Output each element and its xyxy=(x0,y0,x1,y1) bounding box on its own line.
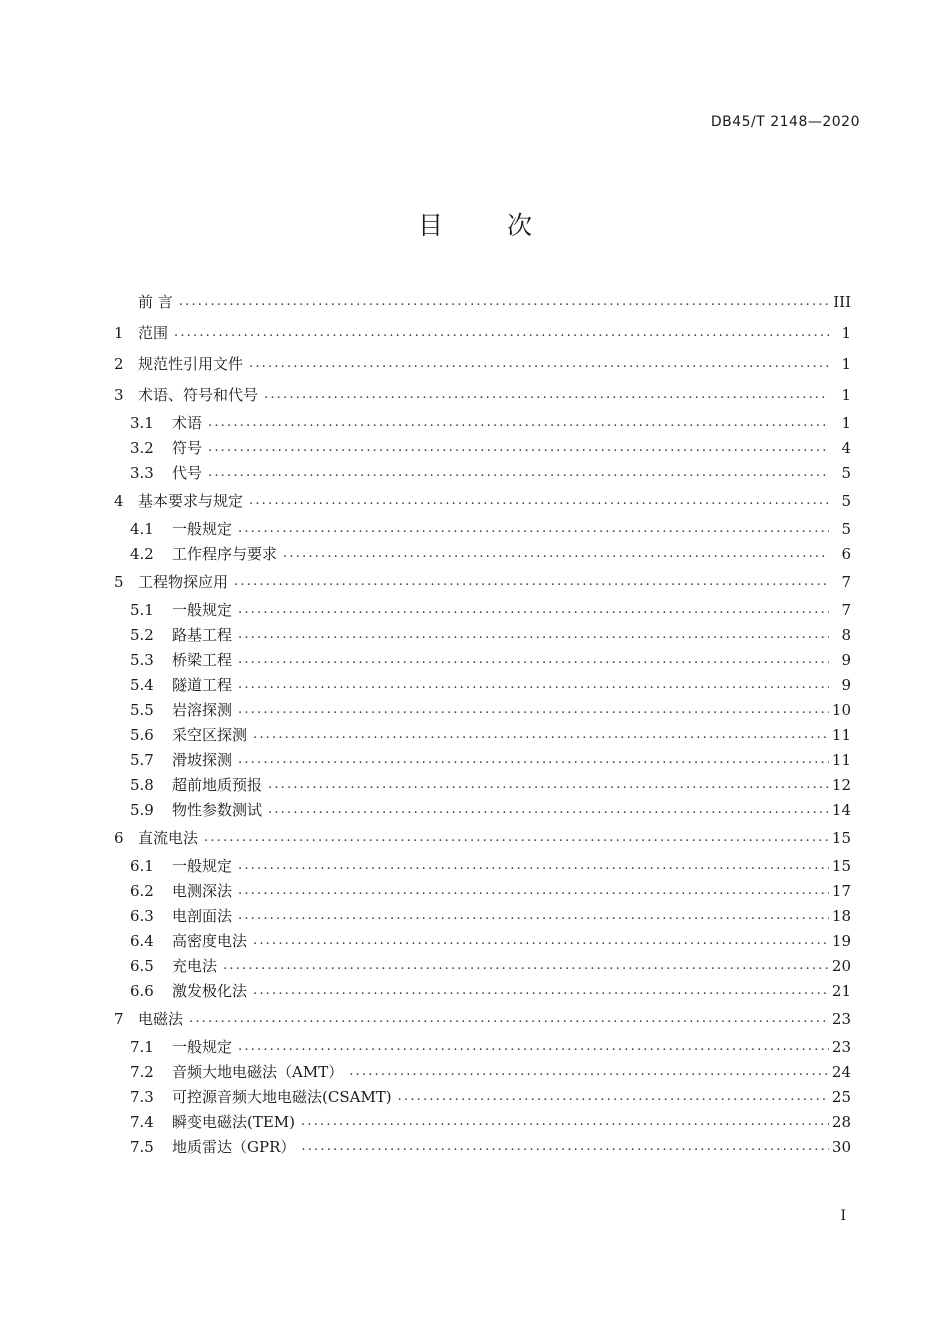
toc-entry-page: 28 xyxy=(831,1112,851,1131)
toc-entry[interactable] xyxy=(114,747,851,772)
toc-entry-number: 6.4 xyxy=(130,931,154,950)
toc-entry-page: 1 xyxy=(841,323,851,342)
toc-entry[interactable] xyxy=(114,348,851,379)
toc-entry-number: 3.3 xyxy=(130,463,154,482)
toc-entry-label: 激发极化法 xyxy=(172,982,248,1000)
toc-entry-label: 一般规定 xyxy=(172,601,233,619)
toc-leader-dots xyxy=(301,1114,829,1129)
toc-entry-label: 一般规定 xyxy=(172,857,233,875)
toc-entry-page: 11 xyxy=(831,725,851,744)
toc-entry-page: 25 xyxy=(831,1087,851,1106)
toc-entry-number: 5.5 xyxy=(130,700,154,719)
toc-entry[interactable] xyxy=(114,1003,851,1034)
toc-entry-page: 7 xyxy=(841,600,851,619)
page-number: I xyxy=(840,1208,846,1224)
toc-entry-page: 15 xyxy=(831,828,851,847)
toc-leader-dots xyxy=(349,1064,829,1079)
toc-entry-number: 6.3 xyxy=(130,906,154,925)
toc-entry-label: 瞬变电磁法(TEM) xyxy=(172,1113,296,1131)
toc-entry-page: 17 xyxy=(831,881,851,900)
toc-entry[interactable] xyxy=(114,878,851,903)
toc-entry-label: 可控源音频大地电磁法(CSAMT) xyxy=(172,1088,392,1106)
toc-entry-number: 7.5 xyxy=(130,1137,154,1156)
toc-entry-number: 6.2 xyxy=(130,881,154,900)
toc-entry-number: 5.3 xyxy=(130,650,154,669)
toc-entry-label: 音频大地电磁法（AMT） xyxy=(172,1063,344,1081)
toc-entry-number: 1 xyxy=(114,323,124,342)
toc-leader-dots xyxy=(238,858,829,873)
toc-entry-number: 7.1 xyxy=(130,1037,154,1056)
toc-leader-dots xyxy=(238,627,829,642)
toc-leader-dots xyxy=(238,883,829,898)
toc-entry[interactable] xyxy=(114,797,851,822)
toc-entry[interactable] xyxy=(114,1109,851,1134)
toc-entry[interactable] xyxy=(114,928,851,953)
toc-entry[interactable] xyxy=(114,772,851,797)
toc-entry-page: 20 xyxy=(831,956,851,975)
toc-entry-number: 5.7 xyxy=(130,750,154,769)
toc-entry-label: 电磁法 xyxy=(138,1010,184,1028)
table-of-contents xyxy=(114,286,851,1159)
toc-entry-label: 超前地质预报 xyxy=(172,776,263,794)
toc-entry[interactable] xyxy=(114,485,851,516)
toc-leader-dots xyxy=(253,983,829,998)
toc-entry-label: 高密度电法 xyxy=(172,932,248,950)
toc-leader-dots xyxy=(253,933,829,948)
toc-entry-label: 路基工程 xyxy=(172,626,233,644)
toc-leader-dots xyxy=(398,1089,829,1104)
toc-entry[interactable] xyxy=(114,672,851,697)
toc-entry-number: 5.4 xyxy=(130,675,154,694)
toc-entry-page: 5 xyxy=(841,519,851,538)
toc-entry-number: 5.6 xyxy=(130,725,154,744)
toc-entry-label: 范围 xyxy=(138,324,169,342)
toc-entry[interactable] xyxy=(114,622,851,647)
toc-entry[interactable] xyxy=(114,1084,851,1109)
toc-entry-label: 隧道工程 xyxy=(172,676,233,694)
toc-entry-page: 6 xyxy=(841,544,851,563)
toc-entry-number: 4 xyxy=(114,491,124,510)
toc-entry-page: 19 xyxy=(831,931,851,950)
toc-entry-page: 30 xyxy=(831,1137,851,1156)
toc-entry-label: 工作程序与要求 xyxy=(172,545,278,563)
toc-entry-label: 滑坡探测 xyxy=(172,751,233,769)
toc-entry-number: 3.1 xyxy=(130,413,154,432)
toc-entry-page: 5 xyxy=(841,491,851,510)
toc-entry-label: 采空区探测 xyxy=(172,726,248,744)
toc-entry[interactable] xyxy=(114,1034,851,1059)
toc-entry[interactable] xyxy=(114,903,851,928)
toc-entry[interactable] xyxy=(114,853,851,878)
toc-leader-dots xyxy=(179,294,829,309)
toc-entry[interactable] xyxy=(114,541,851,566)
toc-entry[interactable] xyxy=(114,1134,851,1159)
toc-entry[interactable] xyxy=(114,286,851,317)
toc-entry-label: 术语 xyxy=(172,414,203,432)
toc-leader-dots xyxy=(174,325,829,340)
toc-entry-label: 充电法 xyxy=(172,957,218,975)
toc-entry-page: 21 xyxy=(831,981,851,1000)
toc-entry[interactable] xyxy=(114,516,851,541)
toc-leader-dots xyxy=(238,908,829,923)
toc-entry[interactable] xyxy=(114,697,851,722)
toc-entry-page: 5 xyxy=(841,463,851,482)
toc-leader-dots xyxy=(249,356,829,371)
toc-entry[interactable] xyxy=(114,978,851,1003)
toc-leader-dots xyxy=(208,465,829,480)
toc-entry-page: 1 xyxy=(841,354,851,373)
toc-entry-label: 一般规定 xyxy=(172,520,233,538)
page-title: 目 次 xyxy=(418,211,560,240)
toc-entry[interactable] xyxy=(114,379,851,410)
toc-leader-dots xyxy=(234,574,829,589)
toc-leader-dots xyxy=(268,777,829,792)
toc-entry-label: 规范性引用文件 xyxy=(138,355,244,373)
toc-entry[interactable] xyxy=(114,647,851,672)
toc-entry-number: 5.9 xyxy=(130,800,154,819)
toc-entry-label: 工程物探应用 xyxy=(138,573,229,591)
toc-entry-page: 9 xyxy=(841,650,851,669)
toc-leader-dots xyxy=(238,521,829,536)
toc-entry-number: 6.5 xyxy=(130,956,154,975)
toc-entry-label: 地质雷达（GPR） xyxy=(172,1138,296,1156)
toc-entry-number: 4.1 xyxy=(130,519,154,538)
toc-entry-page: 8 xyxy=(841,625,851,644)
toc-entry-label: 符号 xyxy=(172,439,203,457)
toc-entry-number: 6.1 xyxy=(130,856,154,875)
toc-entry-label: 一般规定 xyxy=(172,1038,233,1056)
toc-leader-dots xyxy=(238,602,829,617)
toc-leader-dots xyxy=(238,1039,829,1054)
toc-leader-dots xyxy=(208,415,829,430)
toc-entry-page: 1 xyxy=(841,413,851,432)
toc-leader-dots xyxy=(253,727,829,742)
toc-entry-page: 9 xyxy=(841,675,851,694)
toc-leader-dots xyxy=(238,702,829,717)
toc-entry-label: 前 言 xyxy=(138,293,173,311)
toc-entry[interactable] xyxy=(114,822,851,853)
toc-entry-page: 18 xyxy=(831,906,851,925)
toc-entry-number: 3.2 xyxy=(130,438,154,457)
toc-leader-dots xyxy=(223,958,829,973)
toc-entry-page: III xyxy=(833,292,851,311)
toc-leader-dots xyxy=(264,387,829,402)
toc-entry-page: 4 xyxy=(841,438,851,457)
toc-leader-dots xyxy=(204,830,829,845)
toc-entry-number: 5 xyxy=(114,572,124,591)
toc-leader-dots xyxy=(249,493,829,508)
toc-entry-page: 23 xyxy=(831,1037,851,1056)
document-code: DB45/T 2148—2020 xyxy=(710,114,860,130)
toc-leader-dots xyxy=(189,1011,829,1026)
toc-entry-label: 桥梁工程 xyxy=(172,651,233,669)
toc-entry-number: 7 xyxy=(114,1009,124,1028)
toc-entry[interactable] xyxy=(114,460,851,485)
toc-entry-page: 14 xyxy=(831,800,851,819)
toc-entry[interactable] xyxy=(114,317,851,348)
toc-entry[interactable] xyxy=(114,410,851,435)
toc-entry-number: 6.6 xyxy=(130,981,154,1000)
toc-entry-label: 物性参数测试 xyxy=(172,801,263,819)
toc-entry[interactable] xyxy=(114,1059,851,1084)
toc-entry[interactable] xyxy=(114,566,851,597)
toc-leader-dots xyxy=(238,652,829,667)
toc-leader-dots xyxy=(283,546,829,561)
toc-entry-number: 7.2 xyxy=(130,1062,154,1081)
toc-entry-page: 12 xyxy=(831,775,851,794)
toc-entry-label: 电测深法 xyxy=(172,882,233,900)
toc-entry-page: 1 xyxy=(841,385,851,404)
toc-entry[interactable] xyxy=(114,953,851,978)
toc-entry-number: 7.4 xyxy=(130,1112,154,1131)
toc-leader-dots xyxy=(208,440,829,455)
toc-entry-number: 2 xyxy=(114,354,124,373)
toc-entry-label: 基本要求与规定 xyxy=(138,492,244,510)
toc-entry[interactable] xyxy=(114,722,851,747)
toc-leader-dots xyxy=(238,752,829,767)
toc-entry-number: 4.2 xyxy=(130,544,154,563)
toc-entry-number: 5.8 xyxy=(130,775,154,794)
toc-entry-page: 23 xyxy=(831,1009,851,1028)
toc-entry-label: 术语、符号和代号 xyxy=(138,386,259,404)
toc-entry[interactable] xyxy=(114,435,851,460)
toc-entry-number: 3 xyxy=(114,385,124,404)
toc-entry-number: 5.2 xyxy=(130,625,154,644)
toc-entry-page: 11 xyxy=(831,750,851,769)
toc-leader-dots xyxy=(238,677,829,692)
toc-entry-label: 代号 xyxy=(172,464,203,482)
toc-entry-page: 15 xyxy=(831,856,851,875)
toc-entry-label: 电剖面法 xyxy=(172,907,233,925)
toc-entry-page: 24 xyxy=(831,1062,851,1081)
toc-entry-number: 7.3 xyxy=(130,1087,154,1106)
toc-entry[interactable] xyxy=(114,597,851,622)
toc-leader-dots xyxy=(301,1139,829,1154)
toc-entry-page: 10 xyxy=(831,700,851,719)
toc-entry-page: 7 xyxy=(841,572,851,591)
toc-entry-label: 直流电法 xyxy=(138,829,199,847)
toc-leader-dots xyxy=(268,802,829,817)
toc-entry-label: 岩溶探测 xyxy=(172,701,233,719)
toc-entry-number: 5.1 xyxy=(130,600,154,619)
toc-entry-number: 6 xyxy=(114,828,124,847)
